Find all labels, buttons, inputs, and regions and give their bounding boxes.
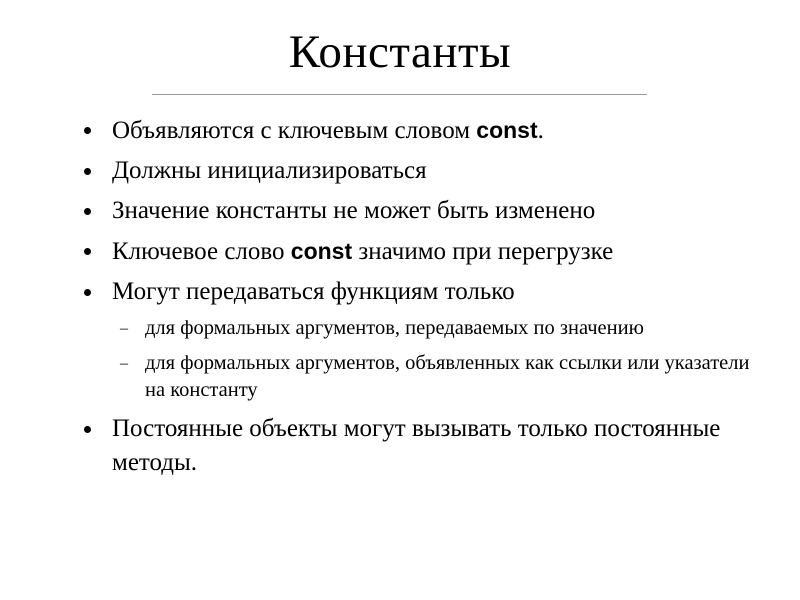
title-divider bbox=[152, 94, 647, 95]
bullet-text: Объявляются с ключевым словом bbox=[112, 117, 477, 144]
dash-icon: – bbox=[120, 320, 128, 337]
bullet-item bbox=[70, 194, 770, 228]
keyword-const: const bbox=[476, 117, 538, 143]
sub-bullet-item bbox=[70, 350, 770, 404]
bullet-text: Значение константы не может быть изменено bbox=[112, 197, 596, 224]
bullet-dot-icon bbox=[84, 248, 91, 255]
sub-bullet-text: для формальных аргументов, объявленных как ссылки или указатели на константу bbox=[145, 352, 750, 401]
bullet-dot-icon bbox=[84, 208, 91, 215]
bullet-item bbox=[70, 113, 770, 148]
slide-title: Константы bbox=[288, 26, 512, 78]
bullet-item bbox=[70, 234, 770, 269]
keyword-const: const bbox=[290, 238, 353, 264]
bullet-text-tail: . bbox=[537, 117, 544, 144]
bullet-text: Могут передаваться функциям только bbox=[112, 278, 515, 305]
bullet-item bbox=[70, 154, 770, 188]
bullet-text: Ключевое слово bbox=[112, 238, 291, 265]
bullet-text-tail: значимо при перегрузке bbox=[352, 238, 614, 265]
bullet-text: Постоянные объекты могут вызывать только постоянные методы. bbox=[112, 415, 721, 476]
bullet-list bbox=[70, 113, 770, 486]
dash-icon: – bbox=[120, 355, 128, 372]
bullet-dot-icon bbox=[84, 127, 91, 134]
bullet-dot-icon bbox=[84, 426, 91, 433]
sub-bullet-list bbox=[70, 315, 770, 404]
bullet-dot-icon bbox=[84, 289, 91, 296]
sub-bullet-item bbox=[70, 315, 770, 342]
bullet-item bbox=[70, 412, 770, 480]
bullet-dot-icon bbox=[84, 168, 91, 175]
bullet-text: Должны инициализироваться bbox=[112, 157, 427, 184]
bullet-item bbox=[70, 275, 770, 309]
sub-bullet-text: для формальных аргументов, передаваемых по значению bbox=[145, 317, 644, 339]
